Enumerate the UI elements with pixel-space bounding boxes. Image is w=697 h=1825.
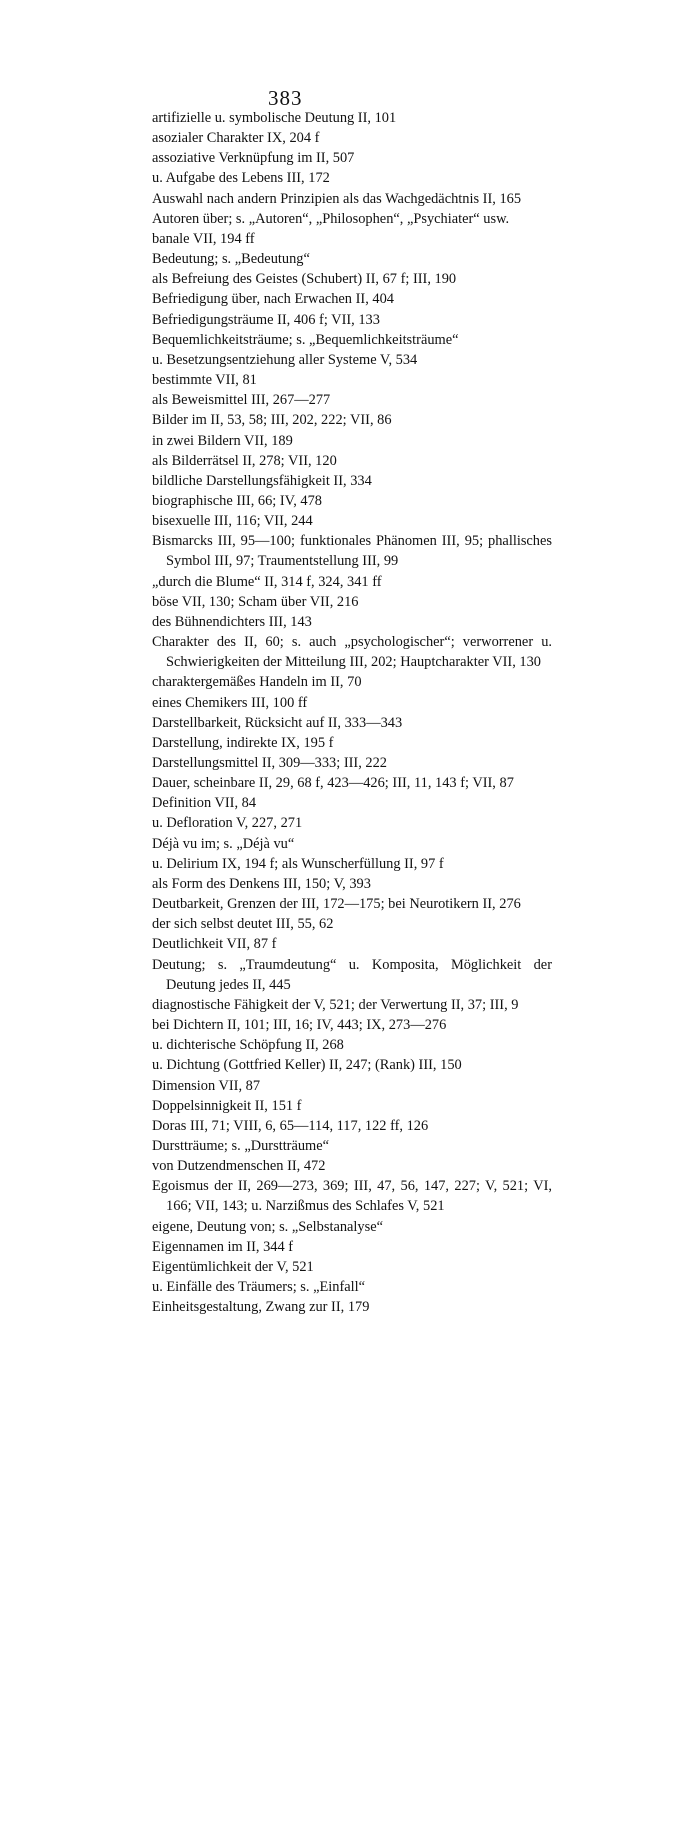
index-entry: asozialer Charakter IX, 204 f bbox=[152, 130, 320, 147]
index-entry: Dimension VII, 87 bbox=[152, 1077, 261, 1094]
index-entry: artifizielle u. symbolische Deutung II, 101 bbox=[152, 110, 397, 126]
index-entry: des Bühnendichters III, 143 bbox=[152, 613, 312, 630]
index-entry: als Befreiung des Geistes (Schubert) II, 67 f; III, 190 bbox=[152, 271, 457, 288]
index-entry: u. dichterische Schöpfung II, 268 bbox=[152, 1037, 344, 1054]
index-entry: Darstellungsmittel II, 309—333; III, 222 bbox=[152, 755, 388, 771]
index-entry: Bismarcks III, 95—100; funktionales Phänomen III, 95; phallisches Symbol III, 97; Traumentstellung III, 99 bbox=[152, 533, 552, 570]
index-entry: Bequemlichkeitsträume; s. „Bequemlichkeitsträume“ bbox=[152, 331, 459, 348]
index-entry: u. Einfälle des Träumers; s. „Einfall“ bbox=[152, 1279, 366, 1296]
index-entry: Einheitsgestaltung, Zwang zur II, 179 bbox=[152, 1299, 370, 1316]
index-entry: Autoren über; s. „Autoren“, „Philosophen“, „Psychiater“ usw. bbox=[152, 210, 510, 227]
index-entry: Charakter des II, 60; s. auch „psychologischer“; verworrener u. Schwierigkeiten der Mitteilung III, 202; Hauptcharakter VII, 130 bbox=[152, 634, 552, 671]
index-entry: Befriedigungsträume II, 406 f; VII, 133 bbox=[152, 311, 380, 328]
index-entry: Darstellung, indirekte IX, 195 f bbox=[152, 734, 334, 751]
index-entry: von Dutzendmenschen II, 472 bbox=[152, 1158, 326, 1175]
index-entry: u. Defloration V, 227, 271 bbox=[152, 815, 303, 832]
index-entry: Auswahl nach andern Prinzipien als das Wachgedächtnis II, 165 bbox=[152, 190, 522, 207]
index-entry: Bedeutung; s. „Bedeutung“ bbox=[152, 251, 310, 268]
index-entry: als Form des Denkens III, 150; V, 393 bbox=[152, 875, 371, 892]
index-entry: banale VII, 194 ff bbox=[152, 230, 255, 247]
index-entry: Dauer, scheinbare II, 29, 68 f, 423—426; III, 11, 143 f; VII, 87 bbox=[152, 775, 514, 792]
page-number: 383 bbox=[268, 86, 303, 110]
index-entry: Egoismus der II, 269—273, 369; III, 47, 56, 147, 227; V, 521; VI, 166; VII, 143; u. Narzißmus des Schlafes V, 521 bbox=[152, 1178, 552, 1215]
index-entry: Eigennamen im II, 344 f bbox=[152, 1238, 294, 1255]
index-entry: Déjà vu im; s. „Déjà vu“ bbox=[152, 835, 295, 852]
index-entry: als Beweismittel III, 267—277 bbox=[152, 392, 331, 409]
index-entry: diagnostische Fähigkeit der V, 521; der Verwertung II, 37; III, 9 bbox=[152, 996, 519, 1013]
index-entry: Deutung; s. „Traumdeutung“ u. Komposita, Möglichkeit der Deutung jedes II, 445 bbox=[152, 956, 552, 993]
index-entry: u. Aufgabe des Lebens III, 172 bbox=[152, 170, 330, 187]
index-entry: Darstellbarkeit, Rücksicht auf II, 333—343 bbox=[152, 714, 403, 731]
index-entry: u. Dichtung (Gottfried Keller) II, 247; (Rank) III, 150 bbox=[152, 1057, 462, 1074]
index-entry: „durch die Blume“ II, 314 f, 324, 341 ff bbox=[152, 573, 382, 590]
index-entry: in zwei Bildern VII, 189 bbox=[152, 432, 293, 449]
index-entry: biographische III, 66; IV, 478 bbox=[152, 492, 322, 509]
index-entry: Doppelsinnigkeit II, 151 f bbox=[152, 1097, 302, 1114]
index-entry: als Bilderrätsel II, 278; VII, 120 bbox=[152, 452, 337, 469]
index-entry: Befriedigung über, nach Erwachen II, 404 bbox=[152, 291, 394, 308]
index-entry: bildliche Darstellungsfähigkeit II, 334 bbox=[152, 472, 372, 489]
index-entry: u. Delirium IX, 194 f; als Wunscherfüllung II, 97 f bbox=[152, 855, 444, 872]
index-entry: Definition VII, 84 bbox=[152, 795, 257, 812]
index-entry: Deutbarkeit, Grenzen der III, 172—175; bei Neurotikern II, 276 bbox=[152, 896, 521, 913]
index-entry: der sich selbst deutet III, 55, 62 bbox=[152, 916, 334, 933]
index-entry: eines Chemikers III, 100 ff bbox=[152, 694, 308, 711]
index-entry: bei Dichtern II, 101; III, 16; IV, 443; IX, 273—276 bbox=[152, 1017, 447, 1034]
index-entry: eigene, Deutung von; s. „Selbstanalyse“ bbox=[152, 1218, 383, 1235]
index-entry: u. Besetzungsentziehung aller Systeme V, 534 bbox=[152, 351, 418, 368]
index-entry: charaktergemäßes Handeln im II, 70 bbox=[152, 674, 362, 691]
index-entry: böse VII, 130; Scham über VII, 216 bbox=[152, 593, 359, 610]
index-entry: assoziative Verknüpfung im II, 507 bbox=[152, 150, 355, 167]
index-entry: Eigentümlichkeit der V, 521 bbox=[152, 1258, 314, 1275]
index-entry: Deutlichkeit VII, 87 f bbox=[152, 936, 277, 953]
index-entry: bisexuelle III, 116; VII, 244 bbox=[152, 513, 313, 530]
index-entry-list bbox=[152, 108, 552, 1317]
index-entry: Durstträume; s. „Durstträume“ bbox=[152, 1137, 330, 1154]
index-entry: Doras III, 71; VIII, 6, 65—114, 117, 122 ff, 126 bbox=[152, 1117, 429, 1134]
index-entry: Bilder im II, 53, 58; III, 202, 222; VII, 86 bbox=[152, 412, 392, 429]
index-entry: bestimmte VII, 81 bbox=[152, 372, 257, 389]
